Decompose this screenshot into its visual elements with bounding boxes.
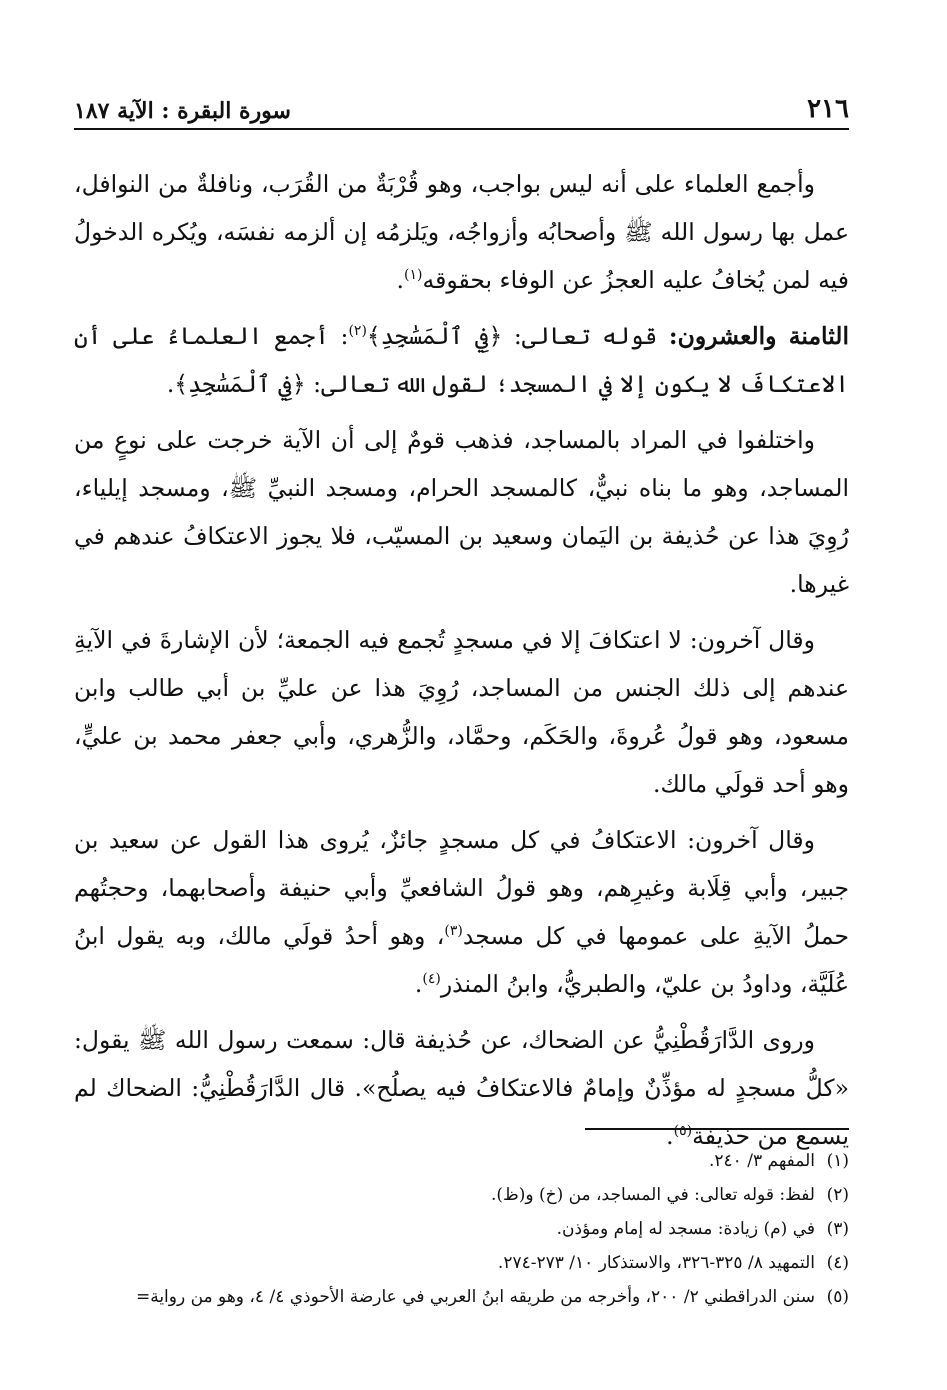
paragraph: وقال آخرون: لا اعتكافَ إلا في مسجدٍ تُجمع فيه الجمعة؛ لأن الإشارةَ في الآيةِ عندهم إلى ذلك الجنس من المساجد، رُوِيَ هذا عن عليِّ بن أبي طالب وابن مسعود، وهو قولُ عُروةَ، والحَكَم، وحمَّاد، والزُّهري، وأبي جعفر محمد بن عليٍّ، وهو أحد قولَي مالك. (74, 626, 849, 798)
footnote-marker[interactable]: (٤) (422, 971, 441, 988)
section-heading: الثامنة والعشرون: (668, 322, 849, 350)
footnote-item (74, 1212, 849, 1246)
footnote-text: التمهيد ٨/ ٣٢٥-٣٢٦، والاستذكار ١٠/ ٢٧٣-٢٧٤. (497, 1253, 815, 1273)
footnote-text: المفهم ٣/ ٢٤٠. (709, 1151, 815, 1171)
main-text (74, 160, 849, 1168)
footnote-item (74, 1246, 849, 1280)
footnote-text: في (م) زيادة: مسجد له إمام ومؤذن. (556, 1219, 815, 1239)
running-title: سورة البقرة : الآية ١٨٧ (74, 98, 291, 124)
footnote-separator (585, 1128, 849, 1130)
footnotes (74, 1144, 849, 1314)
paragraph: وروى الدَّارَقُطْنِيُّ عن الضحاك، عن حُذيفة قال: سمعت رسول الله ﷺ يقول: «كلُّ مسجدٍ له مؤذِّنٌ وإمامٌ فالاعتكافُ فيه يصلُح». قال الدَّارَقُطْنِيُّ: الضحاك لم يسمع من حذيفة$^{(٥)}$. (74, 1026, 849, 1150)
footnote-item (74, 1280, 849, 1314)
paragraph: الثامنة والعشرون: قوله تعالى: ﴿فِي ٱلْمَسَٰجِدِ﴾$^{(٢)}$: أجمع العلماءُ على أن الاعتكافَ لا يكون إلا في المسجد؛ لقول الله تعالى: ﴿فِي ٱلْمَسَٰجِدِ﴾. (74, 322, 849, 398)
footnote-text: لفظ: قوله تعالى: في المساجد، من (خ) و(ظ). (490, 1185, 815, 1205)
footnote-item (74, 1144, 849, 1178)
footnote-number: (٤) (826, 1253, 849, 1273)
footnote-number: (٥) (826, 1287, 849, 1307)
footnote-number: (١) (826, 1151, 849, 1171)
paragraph: وأجمع العلماء على أنه ليس بواجب، وهو قُرْبَةٌ من القُرَب، ونافلةٌ من النوافل، عمل بها رسول الله ﷺ وأصحابُه وأزواجُه، ويَلزمُه إن ألزمه نفسَه، ويُكره الدخولُ فيه لمن يُخافُ عليه العجزُ عن الوفاء بحقوقه$^{(١)}$. (74, 170, 849, 294)
footnote-item (74, 1178, 849, 1212)
paragraph: واختلفوا في المراد بالمساجد، فذهب قومٌ إلى أن الآية خرجت على نوعٍ من المساجد، وهو ما بناه نبيٌّ، كالمسجد الحرام، ومسجد النبيِّ ﷺ، ومسجد إيلياء، رُوِيَ هذا عن حُذيفة بن اليَمان وسعيد بن المسيّب، فلا يجوز الاعتكافُ عندهم في غيرها. (74, 426, 849, 598)
page-header (74, 88, 849, 130)
footnote-text: سنن الدراقطني ٢/ ٢٠٠، وأخرجه من طريقه ابنُ العربي في عارضة الأحوذي ٤/ ٤، وهو من رواية= (135, 1287, 815, 1307)
footnote-number: (٢) (826, 1185, 849, 1205)
paragraph: وقال آخرون: الاعتكافُ في كل مسجدٍ جائزٌ، يُروى هذا القول عن سعيد بن جبير، وأبي قِلَابة وغيرِهم، وهو قولُ الشافعيِّ وأبي حنيفة وأصحابهما، وحجتُهم حملُ الآيةِ على عمومها في كل مسجد$^{(٣)}$، وهو أحدُ قولَي مالك، وبه يقول ابنُ عُلَيَّة، وداودُ بن عليّ، والطبريُّ، وابنُ المنذر$^{(٤)}$. (74, 826, 850, 998)
footnote-number: (٣) (826, 1219, 849, 1239)
footnote-marker[interactable]: (٣) (444, 923, 463, 940)
footnote-marker[interactable]: (١) (404, 267, 423, 284)
page-number: ٢١٦ (807, 94, 849, 124)
footnote-marker[interactable]: (٥) (673, 1123, 693, 1140)
footnote-marker[interactable]: (٢) (348, 323, 367, 340)
